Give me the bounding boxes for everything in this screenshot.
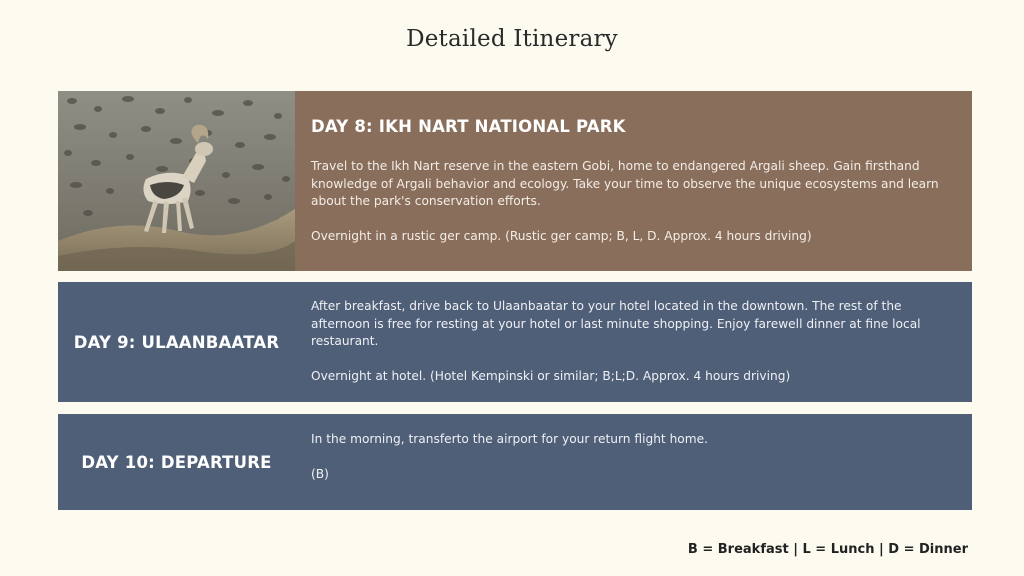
page-title: Detailed Itinerary [406, 26, 618, 52]
day-10-heading: DAY 10: DEPARTURE [81, 452, 272, 472]
day-9-heading: DAY 9: ULAANBAATAR [73, 332, 280, 352]
day-8-overnight: Overnight in a rustic ger camp. (Rustic ger camp; B, L, D. Approx. 4 hours driving) [311, 228, 812, 243]
meal-legend: B = Breakfast | L = Lunch | D = Dinner [687, 542, 968, 557]
day-10-description: In the morning, transferto the airport for your return flight home. [311, 432, 708, 446]
day-9-card [58, 282, 972, 402]
day-8-description: Travel to the Ikh Nart reserve in the eastern Gobi, home to endangered Argali sheep. Gain firsthand knowledge of Argali behavior and ecology. Take your time to observe the unique ecosystems and learn about the park's conservation efforts. [311, 159, 939, 208]
day-10-meals: (B) [311, 466, 329, 481]
day-8-card [58, 91, 972, 271]
day-9-content [311, 298, 952, 385]
day-8-heading: DAY 8: IKH NART NATIONAL PARK [311, 117, 626, 136]
day-9-description: After breakfast, drive back to Ulaanbaatar to your hotel located in the downtown. The rest of the afternoon is free for resting at your hotel or last minute shopping. Enjoy farewell dinner at fine local restaurant. [311, 299, 921, 348]
day-10-card [58, 414, 972, 510]
day-10-content [311, 431, 952, 483]
day-8-content [311, 117, 952, 245]
argali-sheep-photo [58, 91, 295, 271]
day-9-overnight: Overnight at hotel. (Hotel Kempinski or similar; B;L;D. Approx. 4 hours driving) [311, 368, 791, 383]
